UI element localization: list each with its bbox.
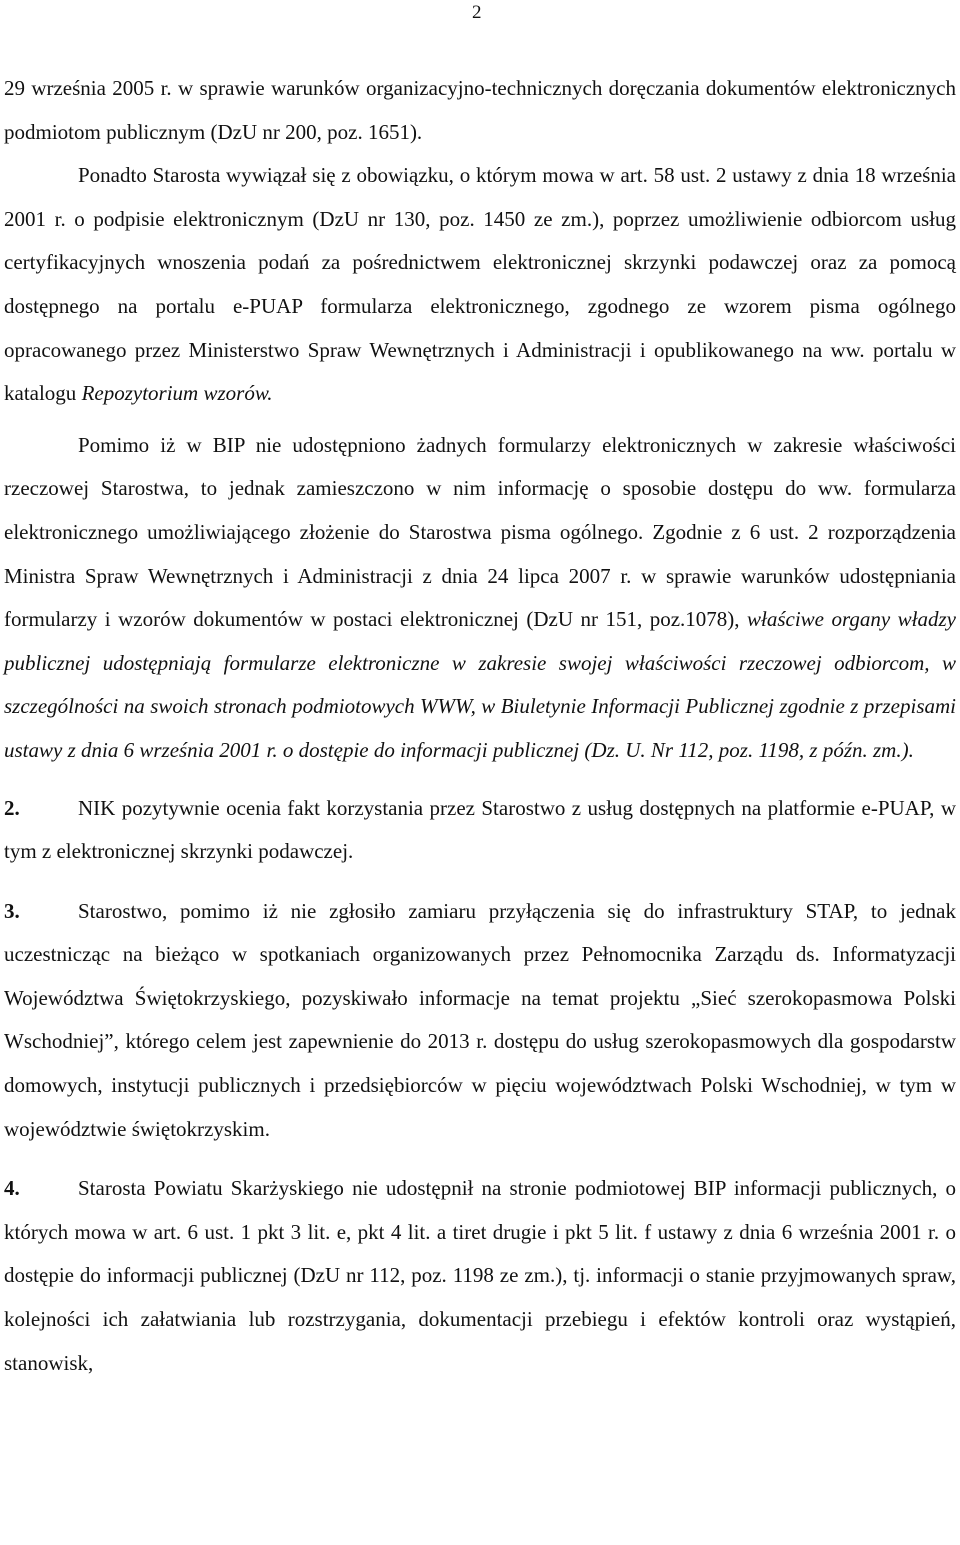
paragraph-italic-text: Repozytorium wzorów.: [81, 381, 273, 406]
list-item-number: 4.: [4, 1176, 20, 1201]
spacer: [4, 416, 956, 424]
list-item-text: Starostwo, pomimo iż nie zgłosiło zamiaru przyłączenia się do infrastruktury STAP, to jednak uczestnicząc na bieżąco w spotkaniach organizowanych przez Pełnomocnika Zarządu ds. Informatyzacji Województwa Świętokrzyskiego, pozyskiwało informacje na temat projektu „Sieć szerokopasmowa Polski Wschodniej”, którego celem jest zapewnienie do 2013 r. dostępu do usług szerokopasmowych dla gospodarstw domowych, instytucji publicznych i przedsiębiorców w pięciu województwach Polski Wschodniej, w tym w województwie świętokrzyskim.: [4, 898, 956, 1141]
spacer: [4, 1151, 956, 1167]
spacer: [4, 773, 956, 787]
spacer: [4, 874, 956, 890]
list-item-number: 3.: [4, 898, 20, 923]
list-item-text: NIK pozytywnie ocenia fakt korzystania przez Starostwo z usług dostępnych na platformie e-PUAP, w tym z elektronicznej skrzynki podawczej.: [4, 795, 956, 864]
list-item-number: 2.: [4, 795, 20, 820]
list-item-4: [4, 1167, 956, 1385]
list-item-3: [4, 890, 956, 1152]
paragraph-continuation: 29 września 2005 r. w sprawie warunków organizacyjno-technicznych doręczania dokumentów elektronicznych podmiotom publicznym (DzU nr 200, poz. 1651).: [4, 76, 956, 144]
paragraph-text: Pomimo iż w BIP nie udostępniono żadnych formularzy elektronicznych w zakresie właściwości rzeczowej Starostwa, to jednak zamieszczono w nim informację o sposobie dostępu do ww. formularza elektronicznego umożliwiającego złożenie do Starostwa pisma ogólnego. Zgodnie z 6 ust. 2 rozporządzenia Ministra Spraw Wewnętrznych i Administracji z dnia 24 lipca 2007 r. w sprawie warunków udostępniania formularzy i wzorów dokumentów w postaci elektronicznej (DzU nr 151, poz.1078),: [4, 432, 956, 632]
list-item-text: Starosta Powiatu Skarżyskiego nie udostępnił na stronie podmiotowej BIP informacji publicznych, o których mowa w art. 6 ust. 1 pkt 3 lit. e, pkt 4 lit. a tiret drugie i pkt 5 lit. f ustawy z dnia 6 września 2001 r. o dostępie do informacji publicznej (DzU nr 112, poz. 1198 ze zm.), tj. informacji o stanie przyjmowanych spraw, kolejności ich załatwiania lub rozstrzygania, dokumentacji przebiegu i efektów kontroli oraz wystąpień, stanowisk,: [4, 1176, 956, 1375]
list-item-2: [4, 787, 956, 874]
paragraph-electronic-signature: [4, 154, 956, 416]
page-number: 2: [472, 2, 482, 23]
paragraph-text: Ponadto Starosta wywiązał się z obowiązku, o którym mowa w art. 58 ust. 2 ustawy z dnia 18 września 2001 r. o podpisie elektronicznym (DzU nr 130, poz. 1450 ze zm.), poprzez umożliwienie odbiorcom usług certyfikacyjnych wnoszenia podań za pośrednictwem elektronicznej skrzynki podawczej oraz za pomocą dostępnego na portalu e-PUAP formularza elektronicznego, zgodnego ze wzorem pisma ogólnego opracowanego przez Ministerstwo Spraw Wewnętrznych i Administracji i opublikowanego na ww. portalu w katalogu: [4, 163, 956, 406]
paragraph-bip-forms: [4, 424, 956, 773]
paragraph-italic-quote: właściwe organy władzy publicznej udostępniają formularze elektroniczne w zakresie swojej właściwości rzeczowej odbiorcom, w szczególności na swoich stronach podmiotowych WWW, w Biuletynie Informacji Publicznej zgodnie z przepisami ustawy z dnia 6 września 2001 r. o dostępie do informacji publicznej (Dz. U. Nr 112, poz. 1198, z późn. zm.).: [4, 607, 957, 762]
document-body: [4, 67, 956, 1385]
